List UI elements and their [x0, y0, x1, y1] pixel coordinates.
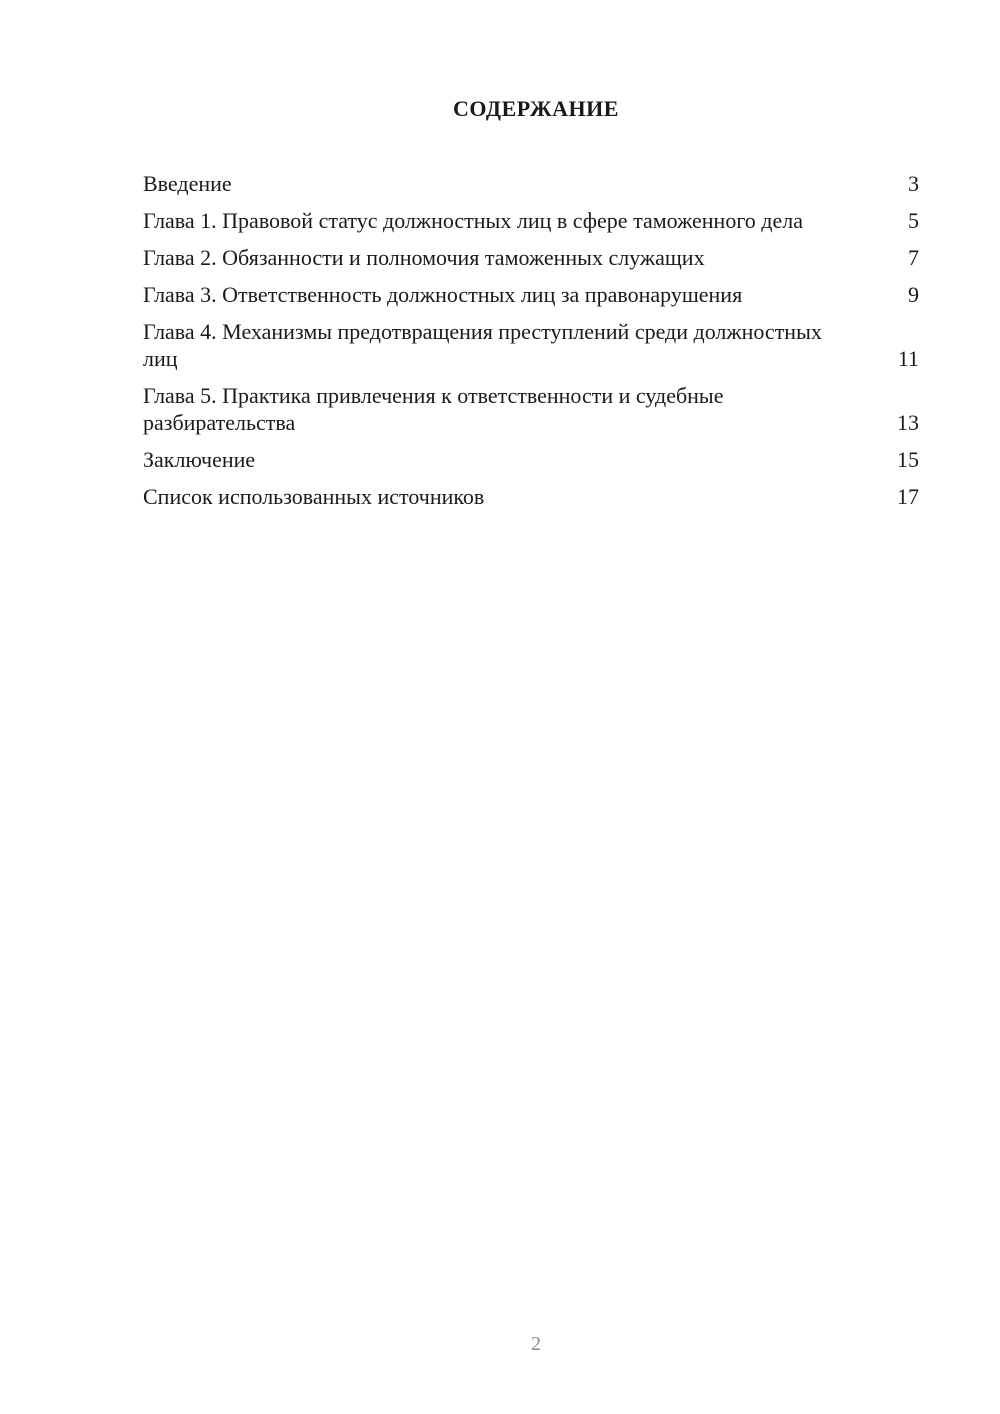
toc-item-label: Глава 5. Практика привлечения к ответственности и судебные разбирательства: [143, 383, 724, 435]
toc-item-label: Глава 3. Ответственность должностных лиц за правонарушения: [143, 282, 743, 307]
toc-item-page: 9: [908, 282, 919, 307]
toc-item-conclusion: [143, 446, 919, 473]
toc-item-page: 17: [897, 484, 919, 509]
toc-item-chapter-1: [143, 207, 919, 234]
toc-item-page: 11: [897, 346, 919, 371]
toc-item-label: Глава 1. Правовой статус должностных лиц в сфере таможенного дела: [143, 208, 803, 233]
toc-item-chapter-5: [143, 382, 919, 436]
toc-item-references: [143, 483, 919, 510]
page-title: СОДЕРЖАНИЕ: [453, 96, 619, 121]
toc-item-introduction: [143, 170, 919, 197]
toc-item-chapter-3: [143, 281, 919, 308]
table-of-contents: [143, 170, 919, 520]
toc-item-chapter-4: [143, 318, 919, 372]
toc-item-label: Глава 2. Обязанности и полномочия таможенных служащих: [143, 245, 705, 270]
page-number: 2: [531, 1333, 541, 1355]
toc-item-label: Введение: [143, 171, 232, 196]
toc-item-page: 15: [897, 447, 919, 472]
toc-item-chapter-2: [143, 244, 919, 271]
toc-item-page: 5: [908, 208, 919, 233]
toc-item-label: Заключение: [143, 447, 256, 472]
toc-item-page: 7: [908, 245, 919, 270]
toc-item-page: 13: [897, 410, 919, 435]
toc-item-label: Глава 4. Механизмы предотвращения преступлений среди должностных лиц: [143, 319, 822, 371]
toc-item-page: 3: [908, 171, 919, 196]
toc-item-label: Список использованных источников: [143, 484, 485, 509]
